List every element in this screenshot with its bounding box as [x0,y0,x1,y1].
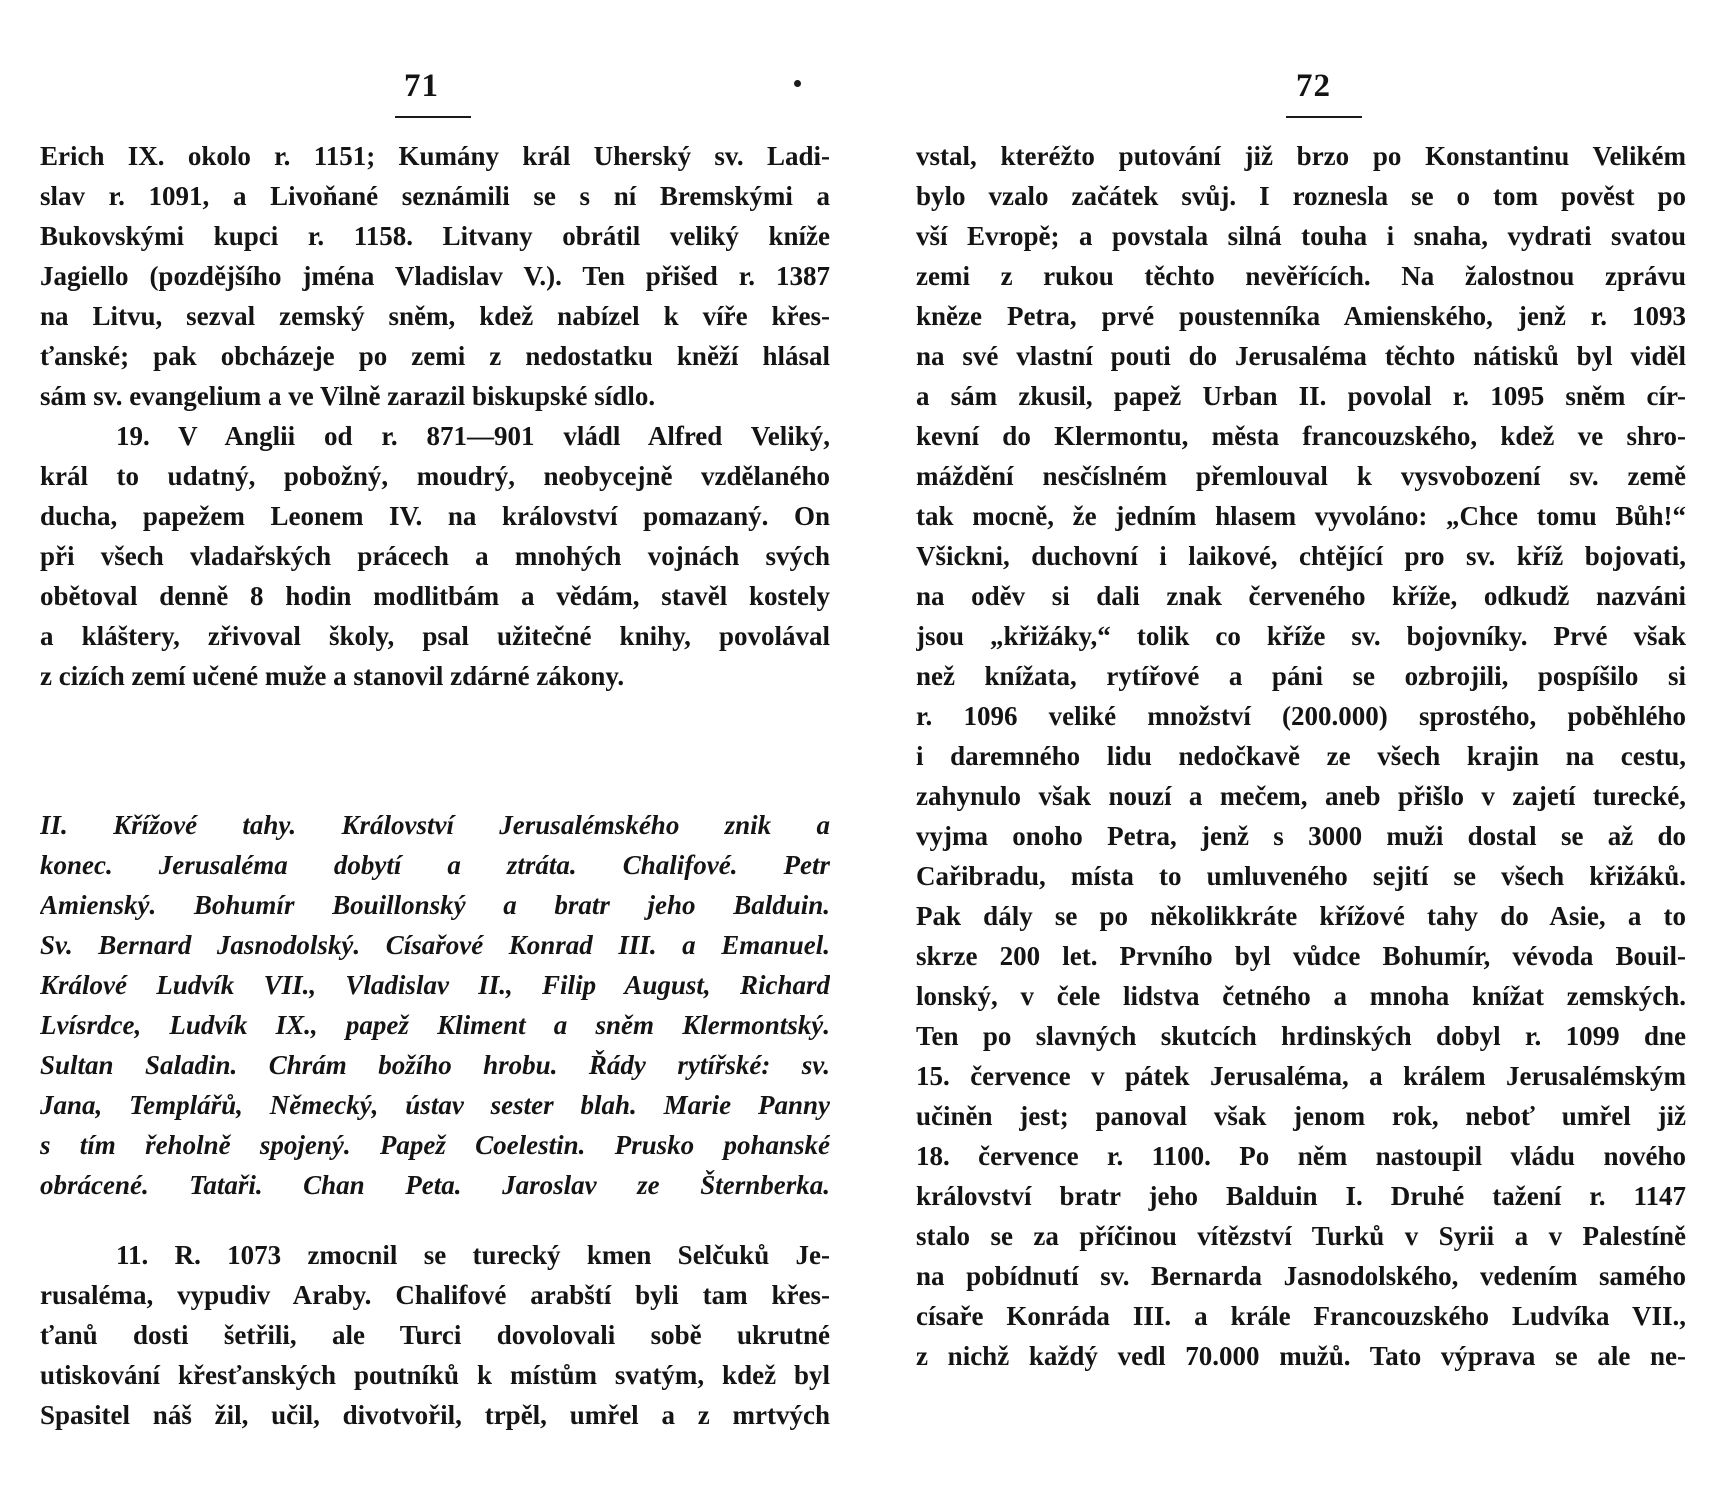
text-line: na Litvu, sezval zemský sněm, kdež nabízel k víře křes- [40,301,830,331]
text-line: zahynulo však nouzí a mečem, aneb přišlo v zajetí turecké, [916,781,1686,811]
text-line: při všech vladařských prácech a mnohých vojnách svých [40,541,830,571]
summary-line: s tím řeholně spojený. Papež Coelestin. Prusko pohanské [40,1130,830,1160]
text-line: stalo se za příčinou vítězství Turků v Syrii a v Palestíně [916,1221,1686,1251]
text-line: 15. července v pátek Jerusaléma, a králem Jerusalémským [916,1061,1686,1091]
text-line: 18. července r. 1100. Po něm nastoupil vládu nového [916,1141,1686,1171]
text-line: na oděv si dali znak červeného kříže, odkudž nazváni [916,581,1686,611]
text-line: na své vlastní pouti do Jerusaléma těchto nátisků byl viděl [916,341,1686,371]
paragraph-start-line: 19. V Anglii od r. 871—901 vládl Alfred Veliký, [116,421,830,451]
summary-line: Jana, Templářů, Německý, ústav sester blah. Marie Panny [40,1090,830,1120]
text-line: Cařibradu, místa to umluveného sejití se všech křižáků. [916,861,1686,891]
left-body-text [40,136,830,696]
summary-line: Sv. Bernard Jasnodolský. Císařové Konrad III. a Emanuel. [40,930,830,960]
text-line: Pak dály se po několikkráte křížové tahy do Asie, a to [916,901,1686,931]
text-line: vší Evropě; a povstala silná touha i snaha, vydrati svatou [916,221,1686,251]
text-line: máždění nesčíslném přemlouval k vysvobození sv. země [916,461,1686,491]
text-line: vstal, kteréžto putování již brzo po Konstantinu Velikém [916,141,1686,171]
text-line: rusaléma, vypudiv Araby. Chalifové arabští byli tam křes- [40,1280,830,1310]
text-line: r. 1096 veliké množství (200.000) sprostého, poběhlého [916,701,1686,731]
text-line: Erich IX. okolo r. 1151; Kumány král Uherský sv. Ladi- [40,141,830,171]
text-line: království bratr jeho Balduin I. Druhé tažení r. 1147 [916,1181,1686,1211]
text-line: zemi z rukou těchto nevěřících. Na žalostnou zprávu [916,261,1686,291]
text-line: Všickni, duchovní i laikové, chtějící pro sv. kříž bojovati, [916,541,1686,571]
text-line: slav r. 1091, a Livoňané seznámili se s ní Bremskými a [40,181,830,211]
text-line: na pobídnutí sv. Bernarda Jasnodolského, vedením samého [916,1261,1686,1291]
summary-line: Králové Ludvík VII., Vladislav II., Filip August, Richard [40,970,830,1000]
page-number-rule-left [395,116,471,118]
text-line: a sám zkusil, papež Urban II. povolal r. 1095 sněm cír- [916,381,1686,411]
text-line: kněze Petra, prvé poustenníka Amienského, jenž r. 1093 [916,301,1686,331]
text-line: král to udatný, pobožný, moudrý, neobycejně vzdělaného [40,461,830,491]
summary-line: Amienský. Bohumír Bouillonský a bratr jeho Balduin. [40,890,830,920]
summary-line: Sultan Saladin. Chrám božího hrobu. Řády rytířské: sv. [40,1050,830,1080]
text-line: císaře Konráda III. a krále Francouzského Ludvíka VII., [916,1301,1686,1331]
text-line: z nichž každý vedl 70.000 mužů. Tato výprava se ale ne- [916,1341,1686,1371]
text-line: a kláštery, zřivoval školy, psal užitečné knihy, povolával [40,621,830,651]
chapter-summary [40,805,830,1205]
text-line: vyjma onoho Petra, jenž s 3000 muži dostal se až do [916,821,1686,851]
text-line: sám sv. evangelium a ve Vilně zarazil biskupské sídlo. [40,381,656,411]
text-line: ducha, papežem Leonem IV. na království pomazaný. On [40,501,830,531]
left-body-text-2 [40,1235,830,1435]
page-number-right: 72 [1296,68,1331,104]
text-line: Spasitel náš žil, učil, divotvořil, trpěl, umřel a z mrtvých [40,1400,830,1430]
text-line: obětoval denně 8 hodin modlitbám a vědám, stavěl kostely [40,581,830,611]
text-line: bylo vzalo začátek svůj. I roznesla se o tom pověst po [916,181,1686,211]
text-line: lonský, v čele lidstva četného a mnoha knížat zemských. [916,981,1686,1011]
text-line: jsou „křižáky,“ tolik co kříže sv. bojovníky. Prvé však [916,621,1686,651]
text-line: z cizích zemí učené muže a stanovil zdárné zákony. [40,661,625,691]
summary-line: Lvísrdce, Ludvík IX., papež Kliment a sněm Klermontský. [40,1010,830,1040]
text-line: Jagiello (pozdějšího jména Vladislav V.). Ten přišed r. 1387 [40,261,830,291]
summary-line: konec. Jerusaléma dobytí a ztráta. Chalifové. Petr [40,850,830,880]
summary-line: obrácené. Tataři. Chan Peta. Jaroslav ze Šternberka. [40,1170,830,1200]
text-line: ťanské; pak obcházeje po zemi z nedostatku kněží hlásal [40,341,830,371]
text-line: i daremného lidu nedočkavě ze všech krajin na cestu, [916,741,1686,771]
text-line: Bukovskými kupci r. 1158. Litvany obrátil veliký kníže [40,221,830,251]
text-line: kevní do Klermontu, města francouzského, kdež ve shro- [916,421,1686,451]
text-line: skrze 200 let. Prvního byl vůdce Bohumír, vévoda Bouil- [916,941,1686,971]
summary-line: II. Křížové tahy. Království Jerusalémského znik a [40,810,830,840]
page-number-left: 71 [404,68,439,104]
text-line: ťanů dosti šetřili, ale Turci dovolovali sobě ukrutné [40,1320,830,1350]
center-dot-mark [794,80,801,87]
text-line: tak mocně, že jedním hlasem vyvoláno: „Chce tomu Bůh!“ [916,501,1686,531]
page-number-rule-right [1286,116,1362,118]
text-line: utiskování křesťanských poutníků k místům svatým, kdež byl [40,1360,830,1390]
text-line: učiněn jest; panoval však jenom rok, neboť umřel již [916,1101,1686,1131]
paragraph-start-line: 11. R. 1073 zmocnil se turecký kmen Selčuků Je- [116,1240,830,1270]
text-line: Ten po slavných skutcích hrdinských dobyl r. 1099 dne [916,1021,1686,1051]
right-body-text [916,136,1686,1376]
text-line: než knížata, rytířové a páni se ozbrojili, pospíšilo si [916,661,1686,691]
